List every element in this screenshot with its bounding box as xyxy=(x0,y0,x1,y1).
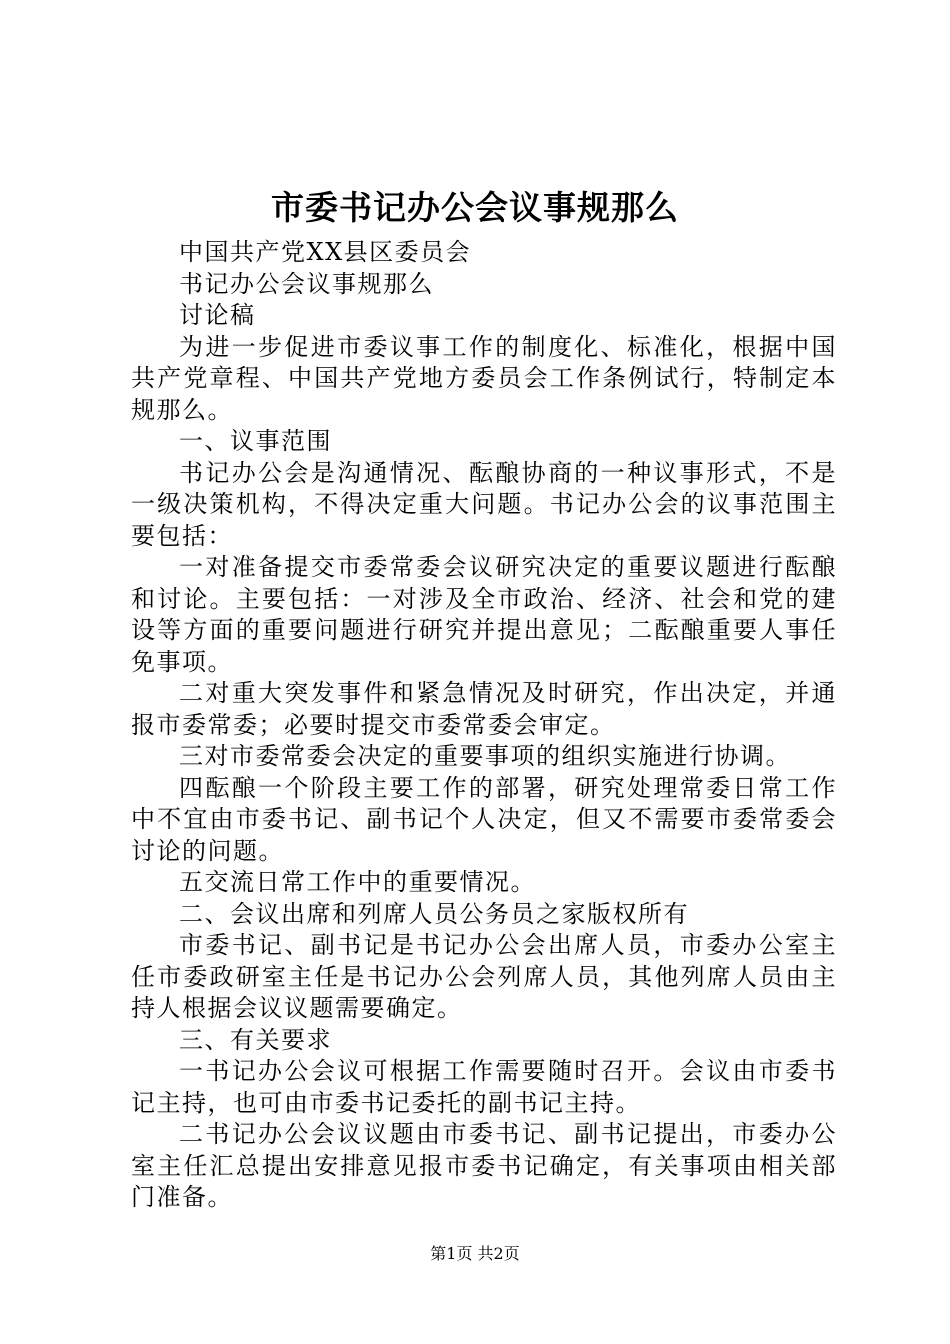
page-footer: 第1页 共2页 xyxy=(430,1244,520,1263)
paragraph-11: 五交流日常工作中的重要情况。 xyxy=(179,868,536,896)
section-heading-3: 三、有关要求 xyxy=(179,1025,332,1054)
paragraph-15: 一书记办公会议可根据工作需要随时召开。会议由市委书记主持，也可由市委书记委托的副书记主持。 xyxy=(131,1057,837,1117)
paragraph-1: 中国共产党XX县区委员会 xyxy=(179,238,472,266)
paragraph-6: 书记办公会是沟通情况、酝酿协商的一种议事形式，不是一级决策机构，不得决定重大问题。书记办公会的议事范围主要包括： xyxy=(131,458,837,550)
paragraph-3: 讨论稿 xyxy=(179,301,256,329)
document-body xyxy=(131,237,837,1214)
paragraph-13: 市委书记、副书记是书记办公会出席人员，市委办公室主任市委政研室主任是书记办公会列席人员，其他列席人员由主持人根据会议议题需要确定。 xyxy=(131,931,837,1022)
section-heading-2: 二、会议出席和列席人员公务员之家版权所有 xyxy=(179,899,689,928)
paragraph-7: 一对准备提交市委常委会议研究决定的重要议题进行酝酿和讨论。主要包括：一对涉及全市政治、经济、社会和党的建设等方面的重要问题进行研究并提出意见；二酝酿重要人事任免事项。 xyxy=(131,553,837,676)
paragraph-4: 为进一步促进市委议事工作的制度化、标准化，根据中国共产党章程、中国共产党地方委员会工作条例试行，特制定本规那么。 xyxy=(131,332,837,424)
paragraph-10: 四酝酿一个阶段主要工作的部署，研究处理常委日常工作中不宜由市委书记、副书记个人决定，但又不需要市委常委会讨论的问题。 xyxy=(131,773,837,865)
paragraph-2: 书记办公会议事规那么 xyxy=(179,269,434,298)
document-title: 市委书记办公会议事规那么 xyxy=(271,188,679,227)
section-heading-1: 一、议事范围 xyxy=(179,427,332,455)
paragraph-9: 三对市委常委会决定的重要事项的组织实施进行协调。 xyxy=(179,742,791,770)
paragraph-8: 二对重大突发事件和紧急情况及时研究，作出决定，并通报市委常委；必要时提交市委常委会审定。 xyxy=(131,679,837,739)
paragraph-16: 二书记办公会议议题由市委书记、副书记提出，市委办公室主任汇总提出安排意见报市委书记确定，有关事项由相关部门准备。 xyxy=(131,1120,837,1211)
